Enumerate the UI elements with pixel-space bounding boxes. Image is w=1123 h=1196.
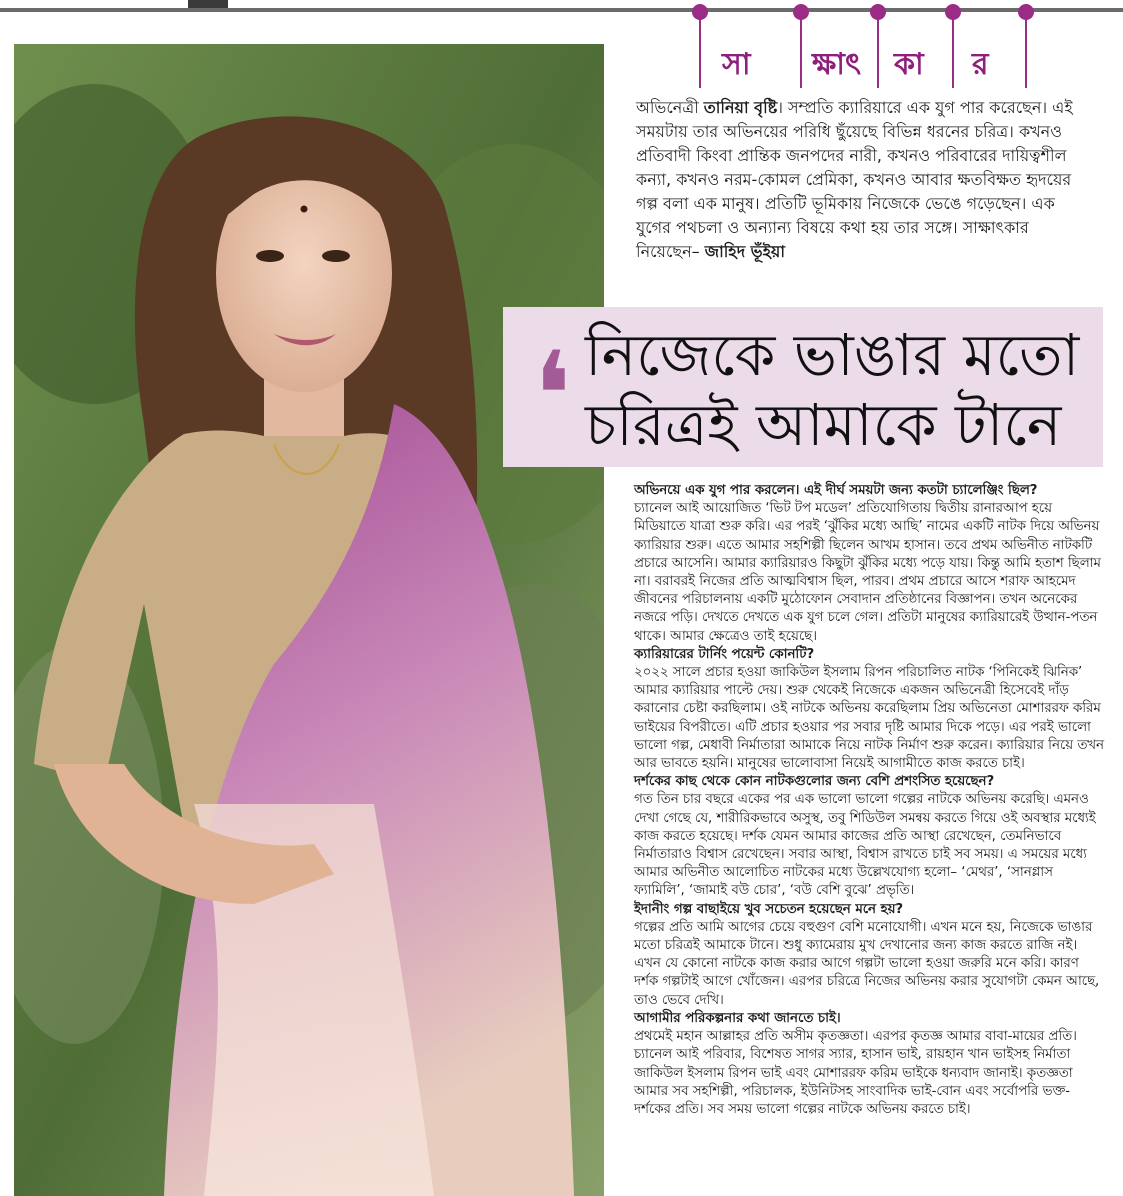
question: ইদানীং গল্প বাছাইয়ে খুব সচেতন হয়েছেন মনে হয়? <box>634 901 904 917</box>
question: অভিনয়ে এক যুগ পার করলেন। এই দীর্ঘ সময়টা জন্য কতটা চ্যালেঞ্জিং ছিল? <box>634 483 1038 498</box>
top-mark <box>188 0 228 8</box>
pin-line <box>699 12 701 88</box>
section-syllable: কা <box>894 47 924 82</box>
pin-line <box>1025 12 1027 88</box>
actress-name: তানিয়া বৃষ্টি <box>703 98 778 117</box>
section-syllable: সা <box>722 47 751 82</box>
intro-text: অভিনেত্রী <box>636 98 704 117</box>
headline-box <box>503 307 1103 467</box>
answer: প্রথমেই মহান আল্লাহর প্রতি অসীম কৃতজ্ঞতা। এরপর কৃতজ্ঞ আমার বাবা-মায়ের প্রতি। চ্যানেল আই পরিবার, বিশেষত সাগর স্যার, হাসান ভাই, রায়হান খান ভাইসহ নির্মাতা জাকিউল ইসলাম রিপন ভাই এবং মোশাররফ করিম ভাইকে ধন্যবাদ জানাই। কৃতজ্ঞতা আমার সব সহশিল্পী, পরিচালক, ইউনিটসহ সাংবাদিক ভাই-বোন এবং সর্বোপরি ভক্ত-দর্শকের প্রতি। সব সময় ভালো গল্পের নাটকে অভিনয় করতে চাই। <box>634 1029 1077 1117</box>
actress-photo <box>14 44 604 1196</box>
headline-line-1: নিজেকে ভাঙার মতো <box>585 321 1080 389</box>
pin-line <box>800 12 802 88</box>
answer: ২০২২ সালে প্রচার হওয়া জাকিউল ইসলাম রিপন পরিচালিত নাটক ‘পিনিকেই ঝিনিক’ আমার ক্যারিয়ার পাল্টে দেয়। শুরু থেকেই নিজেকে একজন অভিনেত্রী হিসেবেই দাঁড় করানোর চেষ্টা করছিলাম। ওই নাটকে অভিনয় করেছিলাম প্রিয় অভিনেতা মোশাররফ করিম ভাইয়ের বিপরীতে। এটি প্রচার হওয়ার পর সবার দৃষ্টি আমার দিকে পড়ে। এর পরই ভালো ভালো গল্প, মেধাবী নির্মাতারা আমাকে নিয়ে নাটক নির্মাণ শুরু করেন। ক্যারিয়ার নিয়ে তখন আর ভাবতে হয়নি। মানুষের ভালোবাসা নিয়েই আগামীতে কাজ করতে চাই। <box>634 665 1104 772</box>
section-syllable: ক্ষাৎ <box>812 47 862 82</box>
question: আগামীর পরিকল্পনার কথা জানতে চাই। <box>634 1010 841 1026</box>
intro-paragraph <box>636 96 1076 264</box>
intro-text: । সম্প্রতি ক্যারিয়ারে এক যুগ পার করেছেন। এই সময়টায় তার অভিনয়ের পরিধি ছুঁয়েছে বিভিন্ন ধরনের চরিত্র। কখনও প্রতিবাদী কিংবা প্রান্তিক জনপদের নারী, কখনও পরিবারের দায়িত্বশীল কন্যা, কখনও নরম-কোমল প্রেমিকা, কখনও আবার ক্ষতবিক্ষত হৃদয়ের গল্প বলা এক মানুষ। প্রতিটি ভূমিকায় নিজেকে ভেঙে গড়েছেন। এক যুগের পথচলা ও অন্যান্য বিষয়ে কথা হয় তার সঙ্গে। সাক্ষাৎকার নিয়েছেন– <box>636 98 1073 261</box>
answer: গত তিন চার বছরে একের পর এক ভালো ভালো গল্পের নাটকে অভিনয় করেছি। এমনও দেখা গেছে যে, শারীরিকভাবে অসুস্থ, তবু শিডিউল সমন্বয় করতে গিয়ে ওই অবস্থার মধ্যেই কাজ করতে হয়েছে। দর্শক যেমন আমার কাজের প্রতি আস্থা রেখেছেন, তেমনিভাবে নির্মাতারাও বিশ্বাস রেখেছেন। সবার আস্থা, বিশ্বাস রাখতে চাই সব সময়। এ সময়ের মধ্যে আমার অভিনীত আলোচিত নাটকের মধ্যে উল্লেখযোগ্য হলো– ‘মেথর’, ‘সানগ্লাস ফ্যামিলি’, ‘জামাই বউ চোর’, ‘বউ বেশি বুঝে’ প্রভৃতি। <box>634 792 1096 899</box>
section-label <box>640 0 1123 92</box>
pin-line <box>952 12 954 88</box>
pin-line <box>877 12 879 88</box>
question: ক্যারিয়ারের টার্নিং পয়েন্ট কোনটি? <box>634 646 815 662</box>
answer: গল্পের প্রতি আমি আগের চেয়ে বহুগুণ বেশি মনোযোগী। এখন মনে হয়, নিজেকে ভাঙার মতো চরিত্রই আমাকে টানে। শুধু ক্যামেরায় মুখ দেখানোর জন্য কাজ করতে রাজি নই। এখন যে কোনো নাটকে কাজ করার আগে গল্পটা ভালো হওয়া জরুরি মনে করি। কারণ দর্শক গল্পটাই আগে খোঁজেন। এরপর চরিত্রে নিজের অভিনয় করার সুযোগটা কেমন আছে, তাও ভেবে দেখি। <box>634 919 1100 1008</box>
author-name: জাহিদ ভূঁইয়া <box>704 242 785 261</box>
answer: চ্যানেল আই আয়োজিত ‘ভিট টপ মডেল’ প্রতিযোগিতায় দ্বিতীয় রানারআপ হয়ে মিডিয়াতে যাত্রা শুরু করি। এর পরই ‘ঝুঁকির মধ্যে আছি’ নামের একটি নাটক দিয়ে অভিনয় ক্যারিয়ার শুরু। এতে আমার সহশিল্পী ছিলেন আখম হাসান। তবে প্রথম অভিনীত নাটকটি প্রচারে আসেনি। আমার ক্যারিয়ারও কিছুটা ঝুঁকির মধ্যে পড়ে যায়। কিন্তু আমি হতাশ ছিলাম না। বরাবরই নিজের প্রতি আত্মবিশ্বাস ছিল, পারব। প্রথম প্রচারে আসে শরাফ আহমেদ জীবনের পরিচালনায় একটি মুঠোফোন সেবাদান প্রতিষ্ঠানের বিজ্ঞাপন। তখন অনেকের নজরে পড়ি। দেখতে দেখতে এক যুগ চলে গেল। প্রতিটা মানুষের ক্যারিয়ারেই উত্থান-পতন থাকে। আমার ক্ষেত্রেও তাই হয়েছে। <box>634 501 1101 644</box>
quote-mark-icon: ❛ <box>533 327 572 466</box>
interview-body <box>634 482 1104 1119</box>
headline-line-2: চরিত্রই আমাকে টানে <box>585 391 1062 459</box>
question: দর্শকের কাছ থেকে কোন নাটকগুলোর জন্য বেশি প্রশংসিত হয়েছেন? <box>634 774 995 790</box>
section-syllable: র <box>972 47 989 82</box>
